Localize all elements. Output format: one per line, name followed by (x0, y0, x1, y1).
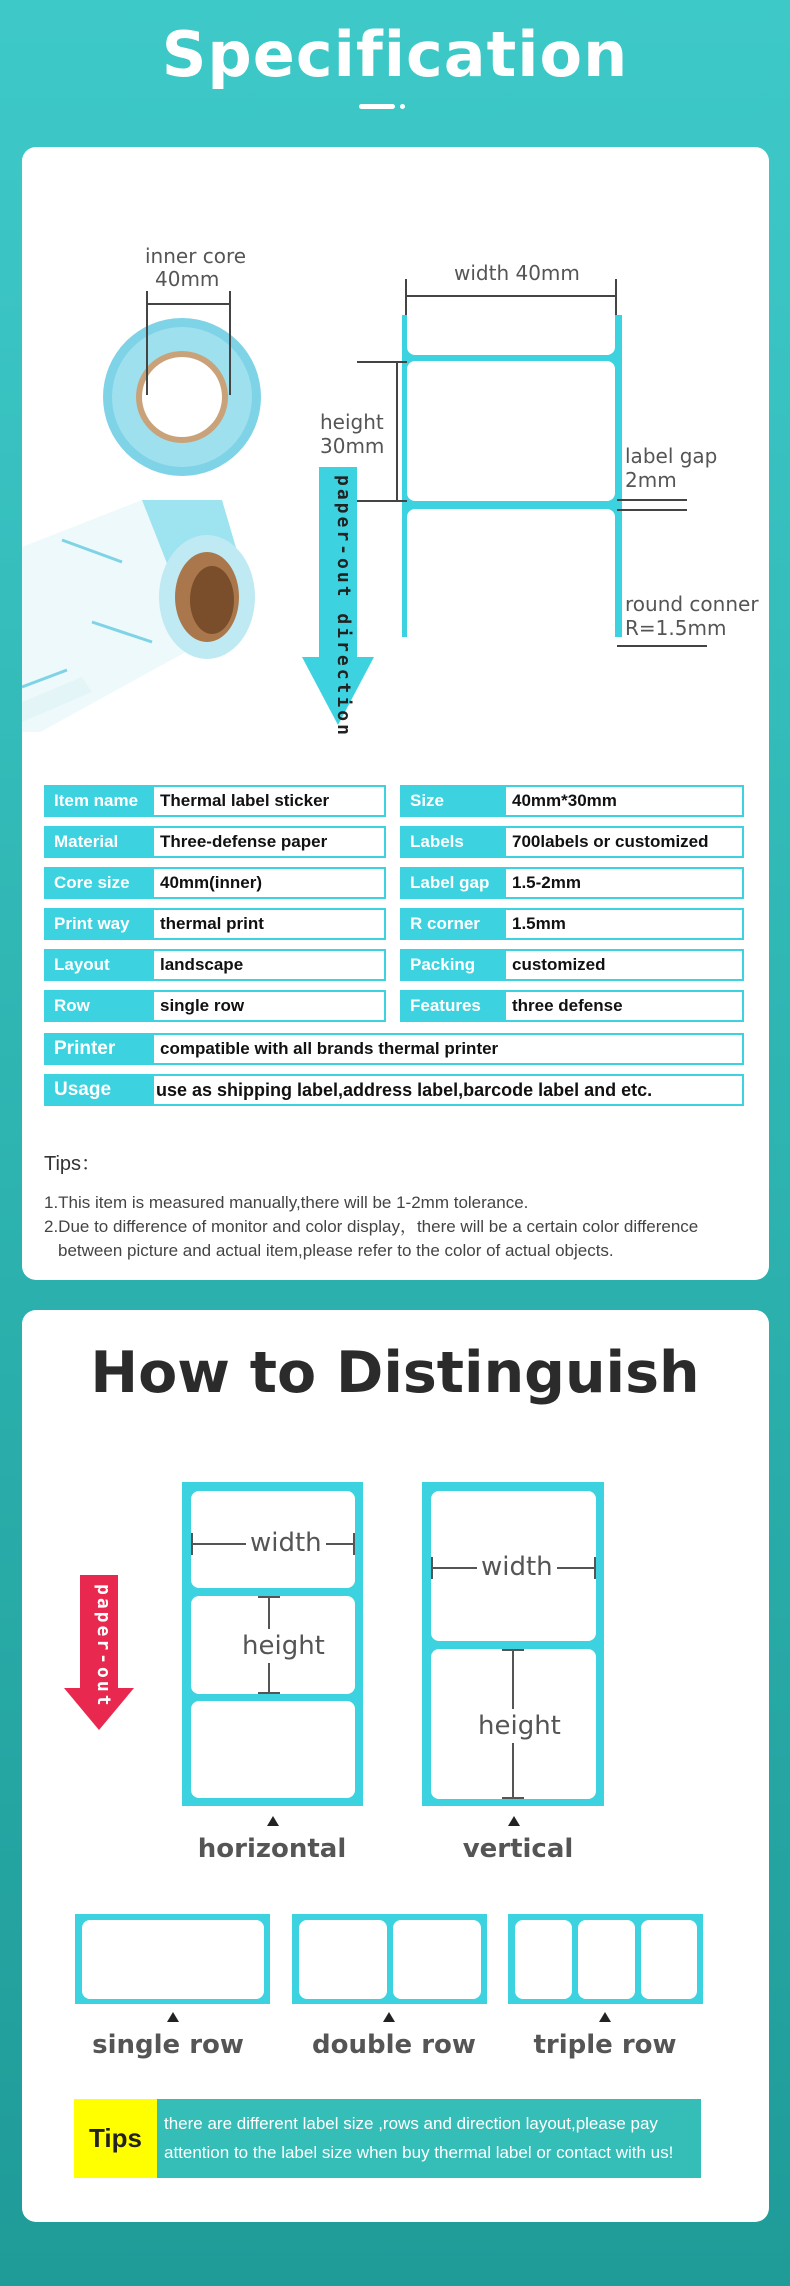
spec-row-r-corner (400, 908, 744, 940)
spec-label: Packing (402, 951, 506, 979)
horizontal-label-3 (191, 1701, 355, 1798)
spec-row-size (400, 785, 744, 817)
triple-row-pointer-icon (599, 2012, 611, 2022)
width-dimension-line (405, 295, 617, 297)
round-corner-line (617, 645, 707, 647)
label-gap-label: label gap (625, 444, 718, 468)
tips-tag: Tips (74, 2099, 157, 2178)
spec-row-material (44, 826, 386, 858)
spec-row-core-size (44, 867, 386, 899)
spec-label: Print way (46, 910, 154, 938)
title-underline (359, 104, 395, 109)
round-corner-value: R=1.5mm (625, 616, 727, 640)
height-dimension-label: height (320, 410, 384, 434)
title-dot (400, 104, 405, 109)
spec-row-row (44, 990, 386, 1022)
spec-value: 700labels or customized (512, 832, 709, 851)
paper-out-direction-label: paper-out direction (333, 475, 354, 738)
tips-banner (74, 2099, 701, 2178)
height-dimension-value: 30mm (320, 434, 385, 458)
horizontal-pointer-icon (267, 1816, 279, 1826)
round-corner-label: round conner (625, 592, 759, 616)
double-row-caption: double row (312, 2030, 476, 2060)
label-roll-perspective (22, 492, 262, 732)
spec-value: three defense (512, 996, 623, 1015)
spec-row-labels (400, 826, 744, 858)
horizontal-height-label: height (238, 1629, 329, 1663)
vertical-width-label: width (477, 1552, 557, 1582)
spec-value: Three-defense paper (160, 832, 328, 851)
label-roll-top-view (102, 317, 262, 477)
inner-core-label: inner core (145, 244, 247, 268)
page-title: Specification (161, 18, 629, 91)
label-two (407, 509, 615, 649)
inner-core-dimension-line (146, 303, 231, 305)
spec-value: Thermal label sticker (160, 791, 330, 810)
distinguish-card (22, 1310, 769, 2222)
spec-value: 40mm(inner) (160, 873, 263, 892)
spec-label: Printer (46, 1035, 154, 1063)
label-top-partial (407, 315, 615, 355)
spec-value: use as shipping label,address label,barcode label and etc. (156, 1079, 653, 1100)
spec-row-print-way (44, 908, 386, 940)
spec-row-usage (44, 1074, 744, 1106)
horizontal-width-label: width (246, 1528, 326, 1558)
spec-label: Row (46, 992, 154, 1020)
horizontal-caption: horizontal (197, 1834, 347, 1864)
vertical-height-label: height (474, 1709, 565, 1743)
spec-label: Labels (402, 828, 506, 856)
tips-banner-line-2: attention to the label size when buy thermal label or contact with us! (164, 2143, 674, 2162)
spec-row-item-name (44, 785, 386, 817)
spec-value: landscape (160, 955, 244, 974)
spec-row-features (400, 990, 744, 1022)
specification-card (22, 147, 769, 1280)
width-dimension-label: width 40mm (454, 261, 580, 285)
spec-label: Features (402, 992, 506, 1020)
double-row-pointer-icon (383, 2012, 395, 2022)
label-one (407, 361, 615, 501)
single-row-pointer-icon (167, 2012, 179, 2022)
spec-value: 1.5-2mm (512, 873, 581, 892)
paper-out-label: paper-out (93, 1584, 114, 1709)
label-gap-line-top (617, 499, 687, 501)
tips-heading: Tips： (44, 1153, 102, 1175)
spec-label: Usage (46, 1076, 154, 1104)
spec-label: Core size (46, 869, 154, 897)
height-dimension-line (396, 361, 398, 501)
tips-line-2: 2.Due to difference of monitor and color display，there will be a certain color difference (44, 1217, 699, 1236)
triple-row-caption: triple row (533, 2030, 677, 2060)
spec-value: 40mm*30mm (512, 791, 617, 810)
distinguish-title: How to Distinguish (90, 1340, 700, 1406)
inner-core-value: 40mm (155, 267, 220, 291)
label-gap-line-bottom (617, 509, 687, 511)
spec-row-printer (44, 1033, 744, 1065)
vertical-pointer-icon (508, 1816, 520, 1826)
spec-label: Size (402, 787, 506, 815)
tips-line-3: between picture and actual item,please refer to the color of actual objects. (58, 1241, 614, 1260)
spec-row-packing (400, 949, 744, 981)
vertical-caption: vertical (462, 1834, 574, 1864)
spec-label: Material (46, 828, 154, 856)
spec-label: R corner (402, 910, 506, 938)
spec-value: single row (160, 996, 245, 1015)
tips-banner-line-1: there are different label size ,rows and direction layout,please pay (164, 2114, 658, 2133)
single-row-caption: single row (92, 2030, 244, 2060)
spec-row-label-gap (400, 867, 744, 899)
tips-banner-text (164, 2109, 694, 2167)
spec-label: Label gap (402, 869, 506, 897)
tips-line-1: 1.This item is measured manually,there will be 1-2mm tolerance. (44, 1193, 529, 1212)
spec-label: Item name (46, 787, 154, 815)
spec-value: 1.5mm (512, 914, 566, 933)
spec-label: Layout (46, 951, 154, 979)
spec-value: thermal print (160, 914, 264, 933)
spec-row-layout (44, 949, 386, 981)
spec-value: customized (512, 955, 606, 974)
label-gap-value: 2mm (625, 468, 677, 492)
spec-value: compatible with all brands thermal printer (160, 1039, 499, 1058)
